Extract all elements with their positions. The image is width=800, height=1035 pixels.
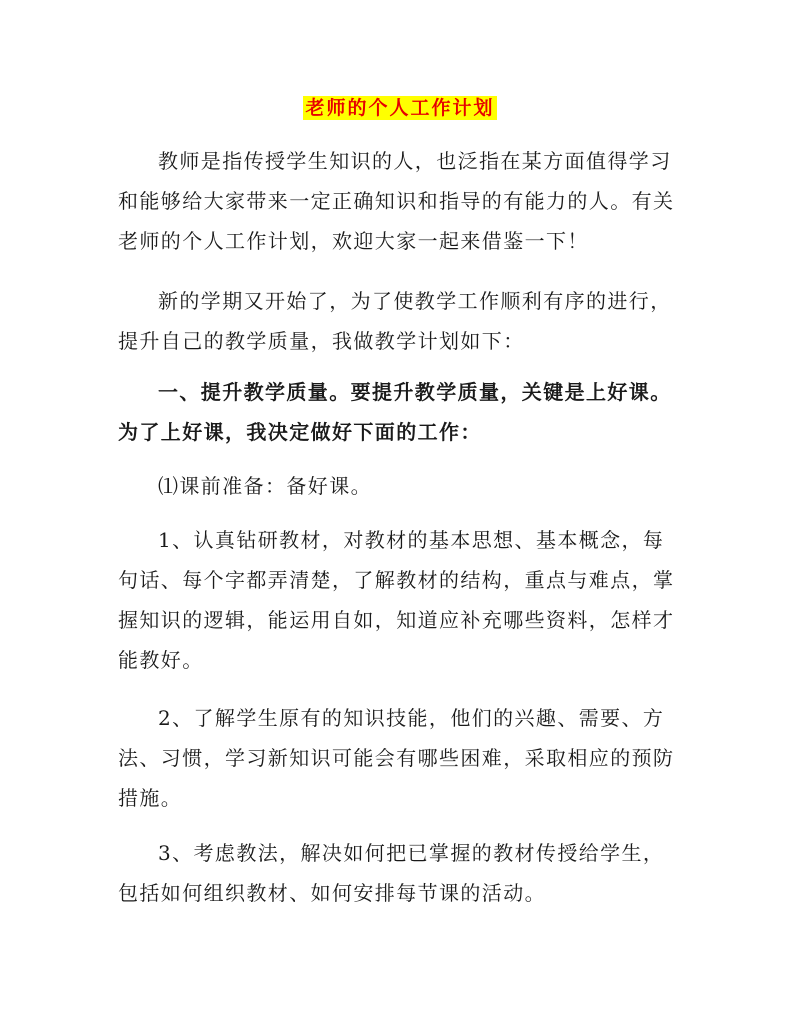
document-title: 老师的个人工作计划: [305, 97, 495, 119]
title-container: [0, 96, 800, 120]
intro-paragraph: 教师是指传授学生知识的人，也泛指在某方面值得学习和能够给大家带来一定正确知识和指导的有能力的人。有关老师的个人工作计划，欢迎大家一起来借鉴一下！: [118, 149, 675, 253]
list-item-1: 1、认真钻研教材，对教材的基本思想、基本概念，每句话、每个字都弄清楚，了解教材的结构，重点与难点，掌握知识的逻辑，能运用自如，知道应补充哪些资料，怎样才能教好。: [118, 528, 675, 672]
list-item-3: 3、考虑教法，解决如何把已掌握的教材传授给学生，包括如何组织教材、如何安排每节课的活动。: [118, 841, 665, 905]
plan-intro-paragraph: 新的学期又开始了，为了使教学工作顺利有序的进行，提升自己的教学质量，我做教学计划如下：: [118, 289, 672, 353]
section-one-heading: 一、提升教学质量。要提升教学质量，关键是上好课。为了上好课，我决定做好下面的工作：: [118, 380, 672, 444]
subsection-heading: ⑴课前准备：备好课。: [158, 474, 372, 498]
list-item-2: 2、了解学生原有的知识技能，他们的兴趣、需要、方法、习惯，学习新知识可能会有哪些困难，采取相应的预防措施。: [118, 706, 675, 810]
